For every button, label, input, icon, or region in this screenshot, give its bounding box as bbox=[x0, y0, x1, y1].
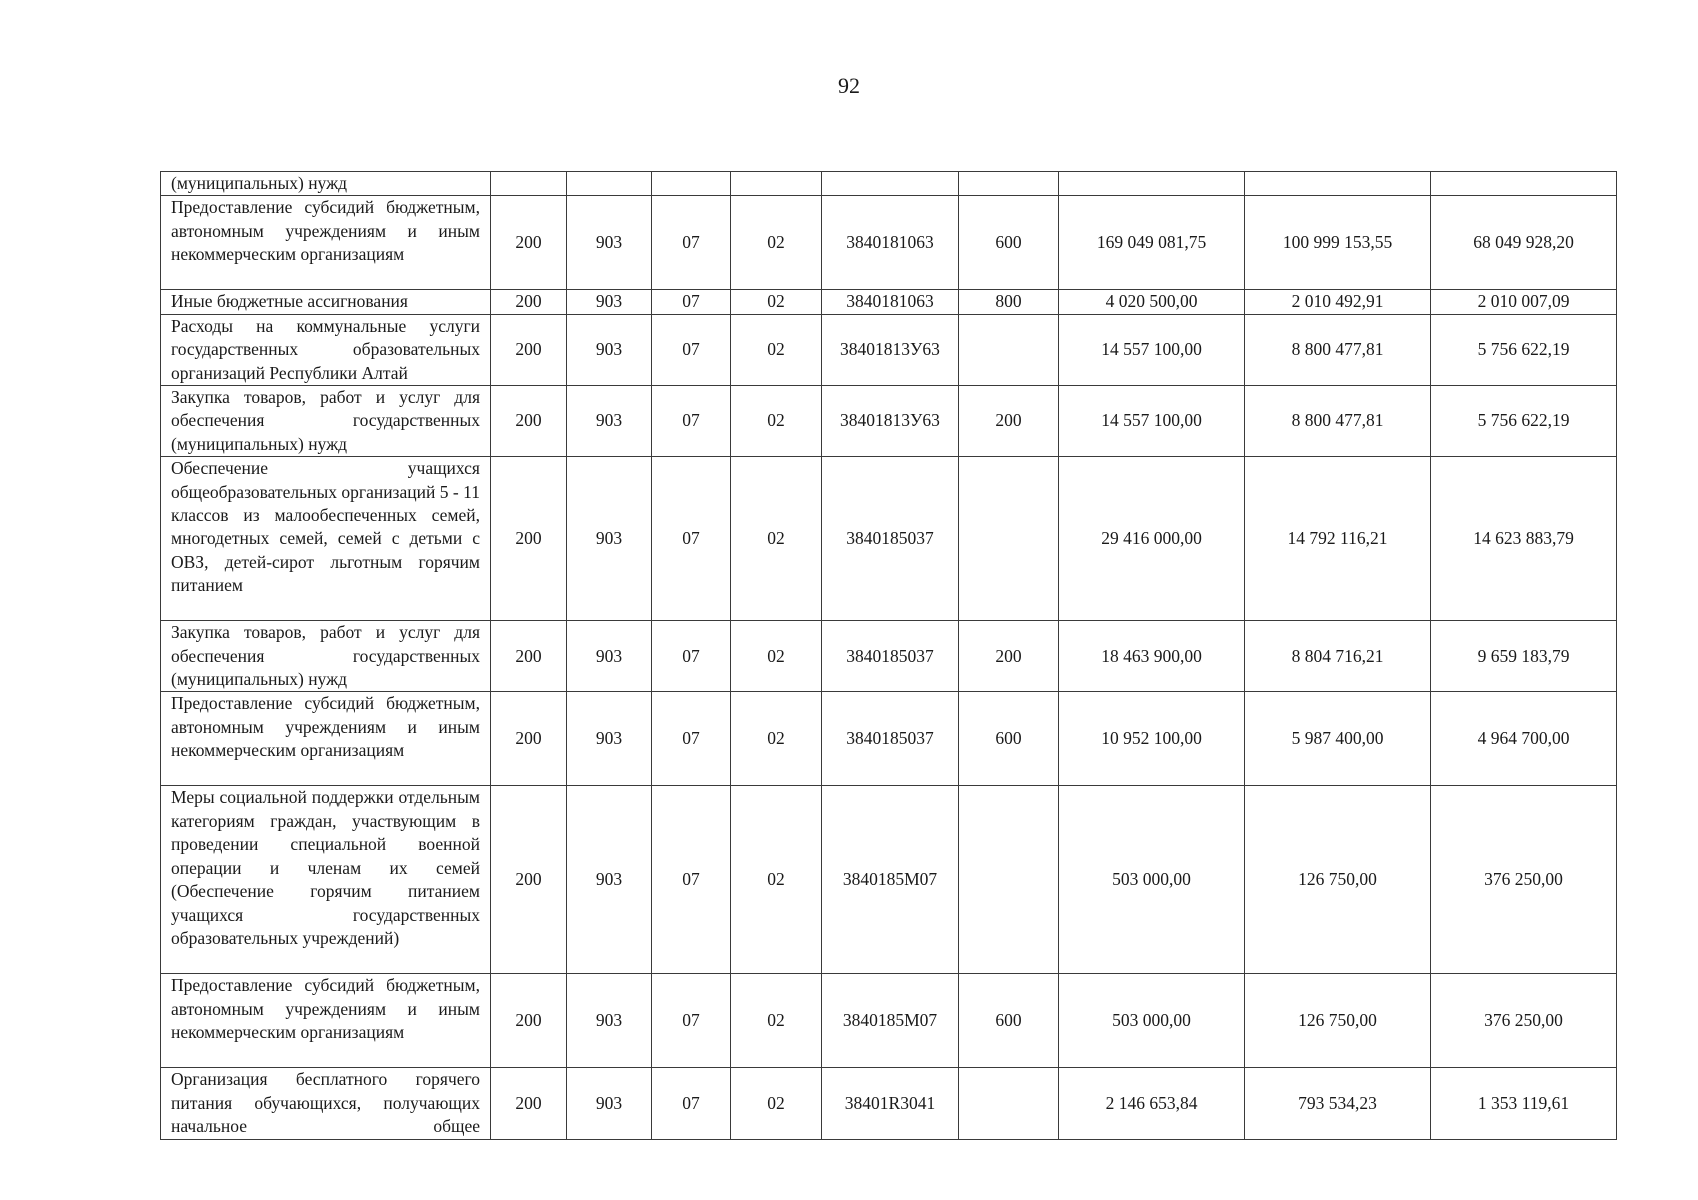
table-row bbox=[161, 314, 1617, 385]
cell-value: 600 bbox=[959, 974, 1059, 1068]
cell-value: 38401813У63 bbox=[822, 314, 959, 385]
cell-value: 200 bbox=[491, 621, 567, 692]
cell-value: 4 020 500,00 bbox=[1059, 290, 1245, 314]
cell-value: 02 bbox=[731, 621, 822, 692]
cell-value: 38401813У63 bbox=[822, 386, 959, 457]
cell-value: 02 bbox=[731, 1068, 822, 1139]
cell-value: 200 bbox=[491, 786, 567, 974]
cell-value: 5 756 622,19 bbox=[1431, 314, 1617, 385]
cell-value: 903 bbox=[567, 1068, 652, 1139]
cell-value: 4 964 700,00 bbox=[1431, 692, 1617, 786]
cell-value: 8 800 477,81 bbox=[1245, 314, 1431, 385]
cell-value: 503 000,00 bbox=[1059, 974, 1245, 1068]
cell-value bbox=[652, 172, 731, 196]
cell-value: 200 bbox=[959, 386, 1059, 457]
cell-value: 169 049 081,75 bbox=[1059, 196, 1245, 290]
table-row bbox=[161, 692, 1617, 786]
cell-value: 02 bbox=[731, 786, 822, 974]
cell-value: 10 952 100,00 bbox=[1059, 692, 1245, 786]
row-description: Закупка товаров, работ и услуг для обеспечения государственных (муниципальных) нужд bbox=[161, 386, 491, 457]
table-body bbox=[161, 172, 1617, 1140]
cell-value bbox=[959, 172, 1059, 196]
cell-value: 07 bbox=[652, 314, 731, 385]
cell-value: 5 987 400,00 bbox=[1245, 692, 1431, 786]
cell-value: 02 bbox=[731, 290, 822, 314]
row-description: Предоставление субсидий бюджетным, автономным учреждениям и иным некоммерческим организациям bbox=[161, 196, 491, 290]
cell-value: 1 353 119,61 bbox=[1431, 1068, 1617, 1139]
cell-value: 200 bbox=[491, 290, 567, 314]
cell-value bbox=[491, 172, 567, 196]
cell-value bbox=[731, 172, 822, 196]
cell-value: 903 bbox=[567, 786, 652, 974]
cell-value: 376 250,00 bbox=[1431, 786, 1617, 974]
cell-value: 200 bbox=[491, 457, 567, 621]
cell-value: 903 bbox=[567, 692, 652, 786]
table-row bbox=[161, 172, 1617, 196]
cell-value: 903 bbox=[567, 457, 652, 621]
cell-value: 903 bbox=[567, 974, 652, 1068]
cell-value bbox=[959, 457, 1059, 621]
cell-value: 200 bbox=[491, 1068, 567, 1139]
row-description: Меры социальной поддержки отдельным категориям граждан, участвующим в проведении специальной военной операции и членам их семей (Обеспечение горячим питанием учащихся государственных образовательных учреждений) bbox=[161, 786, 491, 974]
cell-value: 07 bbox=[652, 1068, 731, 1139]
cell-value: 600 bbox=[959, 692, 1059, 786]
row-description: Иные бюджетные ассигнования bbox=[161, 290, 491, 314]
cell-value: 903 bbox=[567, 196, 652, 290]
table-row bbox=[161, 290, 1617, 314]
cell-value: 200 bbox=[491, 314, 567, 385]
cell-value: 3840185М07 bbox=[822, 974, 959, 1068]
cell-value: 2 010 007,09 bbox=[1431, 290, 1617, 314]
cell-value: 14 557 100,00 bbox=[1059, 314, 1245, 385]
cell-value: 18 463 900,00 bbox=[1059, 621, 1245, 692]
cell-value: 02 bbox=[731, 692, 822, 786]
cell-value: 8 804 716,21 bbox=[1245, 621, 1431, 692]
cell-value: 8 800 477,81 bbox=[1245, 386, 1431, 457]
cell-value: 903 bbox=[567, 314, 652, 385]
cell-value bbox=[1431, 172, 1617, 196]
cell-value: 3840181063 bbox=[822, 290, 959, 314]
cell-value: 3840185037 bbox=[822, 457, 959, 621]
cell-value: 126 750,00 bbox=[1245, 786, 1431, 974]
cell-value: 3840181063 bbox=[822, 196, 959, 290]
cell-value bbox=[1059, 172, 1245, 196]
cell-value: 903 bbox=[567, 386, 652, 457]
cell-value: 200 bbox=[959, 621, 1059, 692]
cell-value: 9 659 183,79 bbox=[1431, 621, 1617, 692]
cell-value: 793 534,23 bbox=[1245, 1068, 1431, 1139]
cell-value: 600 bbox=[959, 196, 1059, 290]
table-row bbox=[161, 974, 1617, 1068]
row-description: Закупка товаров, работ и услуг для обеспечения государственных (муниципальных) нужд bbox=[161, 621, 491, 692]
table-row bbox=[161, 457, 1617, 621]
cell-value: 07 bbox=[652, 457, 731, 621]
cell-value bbox=[959, 1068, 1059, 1139]
cell-value bbox=[959, 786, 1059, 974]
cell-value: 02 bbox=[731, 386, 822, 457]
cell-value: 68 049 928,20 bbox=[1431, 196, 1617, 290]
cell-value: 02 bbox=[731, 457, 822, 621]
cell-value: 2 146 653,84 bbox=[1059, 1068, 1245, 1139]
row-description: Предоставление субсидий бюджетным, автономным учреждениям и иным некоммерческим организациям bbox=[161, 974, 491, 1068]
cell-value: 3840185М07 bbox=[822, 786, 959, 974]
row-description: (муниципальных) нужд bbox=[161, 172, 491, 196]
row-description: Обеспечение учащихся общеобразовательных организаций 5 - 11 классов из малообеспеченных семей, многодетных семей, семей с детьми с ОВЗ, детей-сирот льготным горячим питанием bbox=[161, 457, 491, 621]
table-row bbox=[161, 1068, 1617, 1139]
cell-value: 903 bbox=[567, 621, 652, 692]
cell-value bbox=[959, 314, 1059, 385]
cell-value: 14 792 116,21 bbox=[1245, 457, 1431, 621]
cell-value: 3840185037 bbox=[822, 621, 959, 692]
table-row bbox=[161, 386, 1617, 457]
cell-value: 02 bbox=[731, 974, 822, 1068]
row-description: Организация бесплатного горячего питания обучающихся, получающих начальное общее bbox=[161, 1068, 491, 1139]
cell-value: 07 bbox=[652, 974, 731, 1068]
page-number: 92 bbox=[838, 73, 860, 98]
cell-value: 200 bbox=[491, 386, 567, 457]
cell-value: 14 557 100,00 bbox=[1059, 386, 1245, 457]
cell-value: 14 623 883,79 bbox=[1431, 457, 1617, 621]
cell-value: 02 bbox=[731, 196, 822, 290]
cell-value: 07 bbox=[652, 290, 731, 314]
cell-value: 38401R3041 bbox=[822, 1068, 959, 1139]
cell-value bbox=[822, 172, 959, 196]
cell-value: 800 bbox=[959, 290, 1059, 314]
table-row bbox=[161, 786, 1617, 974]
cell-value: 07 bbox=[652, 196, 731, 290]
cell-value: 3840185037 bbox=[822, 692, 959, 786]
cell-value: 903 bbox=[567, 290, 652, 314]
cell-value: 200 bbox=[491, 692, 567, 786]
table-row bbox=[161, 196, 1617, 290]
cell-value: 376 250,00 bbox=[1431, 974, 1617, 1068]
cell-value: 126 750,00 bbox=[1245, 974, 1431, 1068]
cell-value: 200 bbox=[491, 196, 567, 290]
cell-value: 503 000,00 bbox=[1059, 786, 1245, 974]
cell-value: 07 bbox=[652, 621, 731, 692]
cell-value: 07 bbox=[652, 386, 731, 457]
cell-value: 200 bbox=[491, 974, 567, 1068]
cell-value: 2 010 492,91 bbox=[1245, 290, 1431, 314]
cell-value: 5 756 622,19 bbox=[1431, 386, 1617, 457]
cell-value: 07 bbox=[652, 786, 731, 974]
table-row bbox=[161, 621, 1617, 692]
row-description: Предоставление субсидий бюджетным, автономным учреждениям и иным некоммерческим организациям bbox=[161, 692, 491, 786]
row-description: Расходы на коммунальные услуги государственных образовательных организаций Республики Алтай bbox=[161, 314, 491, 385]
cell-value bbox=[567, 172, 652, 196]
cell-value: 02 bbox=[731, 314, 822, 385]
cell-value bbox=[1245, 172, 1431, 196]
cell-value: 29 416 000,00 bbox=[1059, 457, 1245, 621]
cell-value: 07 bbox=[652, 692, 731, 786]
budget-table bbox=[160, 171, 1617, 1140]
cell-value: 100 999 153,55 bbox=[1245, 196, 1431, 290]
